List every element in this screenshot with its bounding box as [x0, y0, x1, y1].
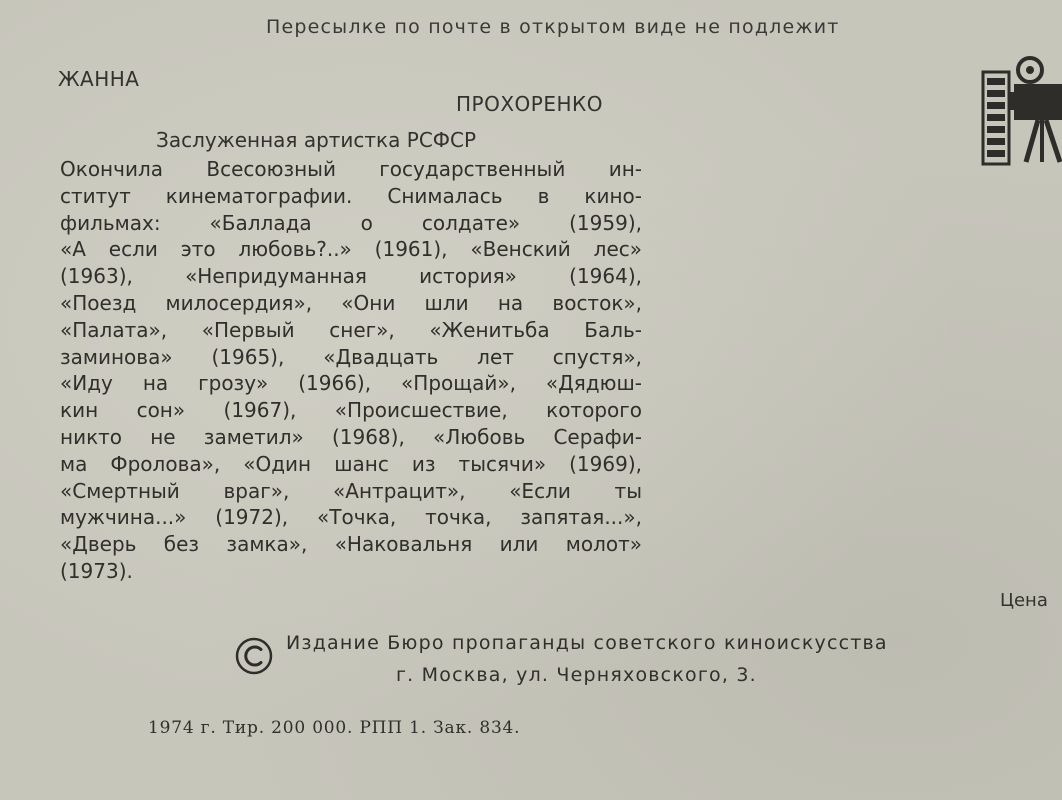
bio-line: мужчина...» (1972), «Точка, точка, запятая...», — [60, 505, 642, 530]
actress-first-name: ЖАННА — [58, 67, 140, 91]
bio-line: «Дверь без замка», «Наковальня или молот» — [60, 532, 642, 557]
actress-last-name: ПРОХОРЕНКО — [456, 92, 603, 116]
publisher-line: Издание Бюро пропаганды советского киноискусства — [286, 632, 888, 654]
bio-line: Окончила Всесоюзный государственный ин- — [60, 157, 642, 181]
print-imprint: 1974 г. Тир. 200 000. РПП 1. Зак. 834. — [148, 718, 521, 738]
publisher-address: г. Москва, ул. Черняховского, 3. — [396, 664, 757, 686]
biography — [60, 156, 642, 585]
bio-line: «Палата», «Первый снег», «Женитьба Баль- — [60, 317, 642, 342]
bio-line: никто не заметил» (1968), «Любовь Серафи- — [60, 424, 642, 449]
bio-line: (1963), «Непридуманная история» (1964), — [60, 264, 642, 289]
bio-line: ститут кинематографии. Снималась в кино- — [60, 183, 642, 208]
copyright-icon — [234, 636, 274, 676]
bio-line: (1973). — [60, 558, 133, 583]
bio-line: «Поезд милосердия», «Они шли на восток», — [60, 290, 642, 315]
bio-line: фильмах: «Баллада о солдате» (1959), — [60, 210, 642, 235]
film-camera-logo-icon — [980, 56, 1062, 166]
mailing-notice: Пересылке по почте в открытом виде не подлежит — [266, 16, 840, 38]
bio-line: ма Фролова», «Один шанс из тысячи» (1969), — [60, 451, 642, 476]
bio-line: заминова» (1965), «Двадцать лет спустя», — [60, 344, 642, 369]
bio-line: «Иду на грозу» (1966), «Прощай», «Дядюш- — [60, 371, 642, 396]
bio-line: кин сон» (1967), «Происшествие, которого — [60, 398, 642, 423]
bio-line: «А если это любовь?..» (1961), «Венский лес» — [60, 237, 642, 262]
bio-line: «Смертный враг», «Антрацит», «Если ты — [60, 478, 642, 503]
price-label: Цена — [1000, 590, 1048, 611]
honor-title: Заслуженная артистка РСФСР — [156, 128, 477, 152]
